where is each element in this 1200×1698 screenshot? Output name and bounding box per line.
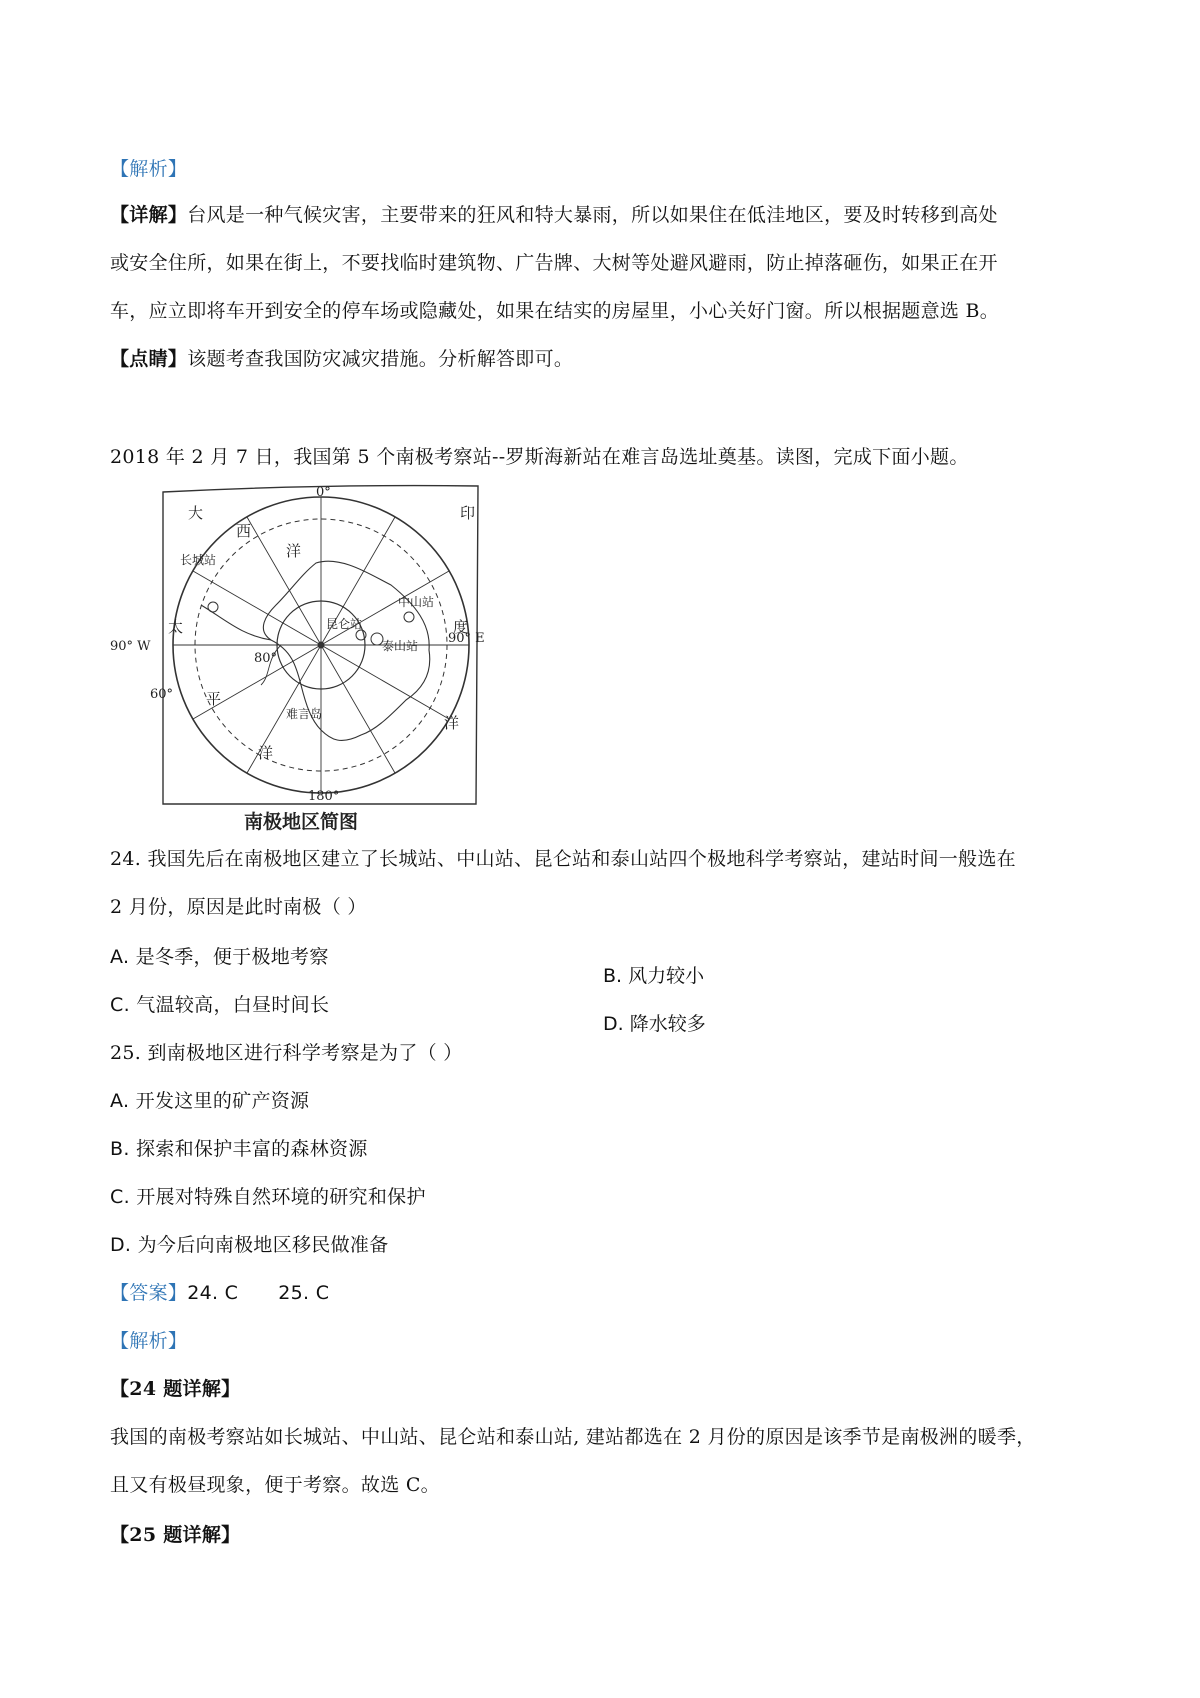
detail-text-1: 台风是一种气候灾害，主要带来的狂风和特大暴雨，所以如果住在低洼地区，要及时转移到高处 [187,204,998,226]
kunlun-station-marker [356,630,366,640]
zhongshan-station-marker [404,612,414,622]
answer-tag: 【答案】 [110,1282,188,1304]
intro-text: 2018 年 2 月 7 日，我国第 5 个南极考察站--罗斯海新站在难言岛选址奠基。读图，完成下面小题。 [110,446,969,468]
q25-option-b: B. 探索和保护丰富的森林资源 [110,1138,368,1160]
ocean-char: 太 [168,618,184,636]
q24-option-a: A. 是冬季，便于极地考察 [110,946,329,968]
south-pole [318,642,324,648]
antarctica-map [108,476,488,832]
lon-90w-label: 90° W [110,639,151,654]
q25-detail-tag: 【25 题详解】 [110,1524,241,1546]
detail-tag: 【详解】 [110,204,188,226]
ocean-char: 洋 [286,542,302,560]
q25-stem: 25. 到南极地区进行科学考察是为了（ ） [110,1042,463,1064]
map-caption: 南极地区简图 [244,811,359,832]
q25-option-c: C. 开展对特殊自然环境的研究和保护 [110,1186,426,1208]
detail-line-2: 或安全住所，如果在街上，不要找临时建筑物、广告牌、大树等处避风避雨，防止掉落砸伤，如果正在开 [110,252,998,274]
lon-180-label: 180° [308,789,340,804]
ocean-char: 西 [236,522,252,540]
comment-line [110,344,573,374]
lat-80-label: 80° [254,651,278,666]
answer-24: 24. C [187,1282,239,1304]
q24-option-c: C. 气温较高，白昼时间长 [110,994,330,1016]
answer-25: 25. C [278,1282,330,1304]
q24-stem-1: 24. 我国先后在南极地区建立了长城站、中山站、昆仑站和泰山站四个极地科学考察站，建站时间一般选在 [110,848,1016,870]
q24-option-b: B. 风力较小 [603,965,705,987]
q24-stem-2: 2 月份，原因是此时南极（ ） [110,896,367,918]
analysis-tag: 【解析】 [110,158,188,180]
q25-option-d: D. 为今后向南极地区移民做准备 [110,1234,389,1256]
q24-detail-tag: 【24 题详解】 [110,1378,241,1400]
ocean-char: 平 [206,690,222,708]
ocean-char: 度 [453,618,469,636]
zhongshan-label: 中山站 [398,595,435,609]
changcheng-station-marker [208,602,218,612]
q24-detail-line-2: 且又有极昼现象，便于考察。故选 C。 [110,1474,440,1496]
comment-tag: 【点睛】 [110,348,188,370]
kunlun-label: 昆仑站 [326,617,363,631]
ocean-char: 大 [188,504,204,522]
detail-line-1 [110,200,998,230]
lat-60-label: 60° [150,687,174,702]
ocean-char: 印 [460,504,476,522]
q24-detail-line-1: 我国的南极考察站如长城站、中山站、昆仑站和泰山站, 建站都选在 2 月份的原因是该季节是南极洲的暖季， [110,1426,1036,1448]
ocean-char: 洋 [444,714,460,732]
detail-line-3: 车，应立即将车开到安全的停车场或隐藏处，如果在结实的房屋里，小心关好门窗。所以根据题意选 B。 [110,300,1000,322]
analysis-tag-2: 【解析】 [110,1330,188,1352]
q24-option-d: D. 降水较多 [603,1013,706,1035]
ocean-char: 洋 [258,744,274,762]
lon-90e-label: 90° E [448,631,485,646]
changcheng-label: 长城站 [180,553,217,567]
nanyan-island-label: 难言岛 [286,707,323,721]
q25-option-a: A. 开发这里的矿产资源 [110,1090,310,1112]
taishan-label: 泰山站 [382,639,419,653]
comment-text: 该题考查我国防灾减灾措施。分析解答即可。 [187,348,574,370]
answer-line [110,1278,329,1308]
lon-0-label: 0° [316,485,331,500]
